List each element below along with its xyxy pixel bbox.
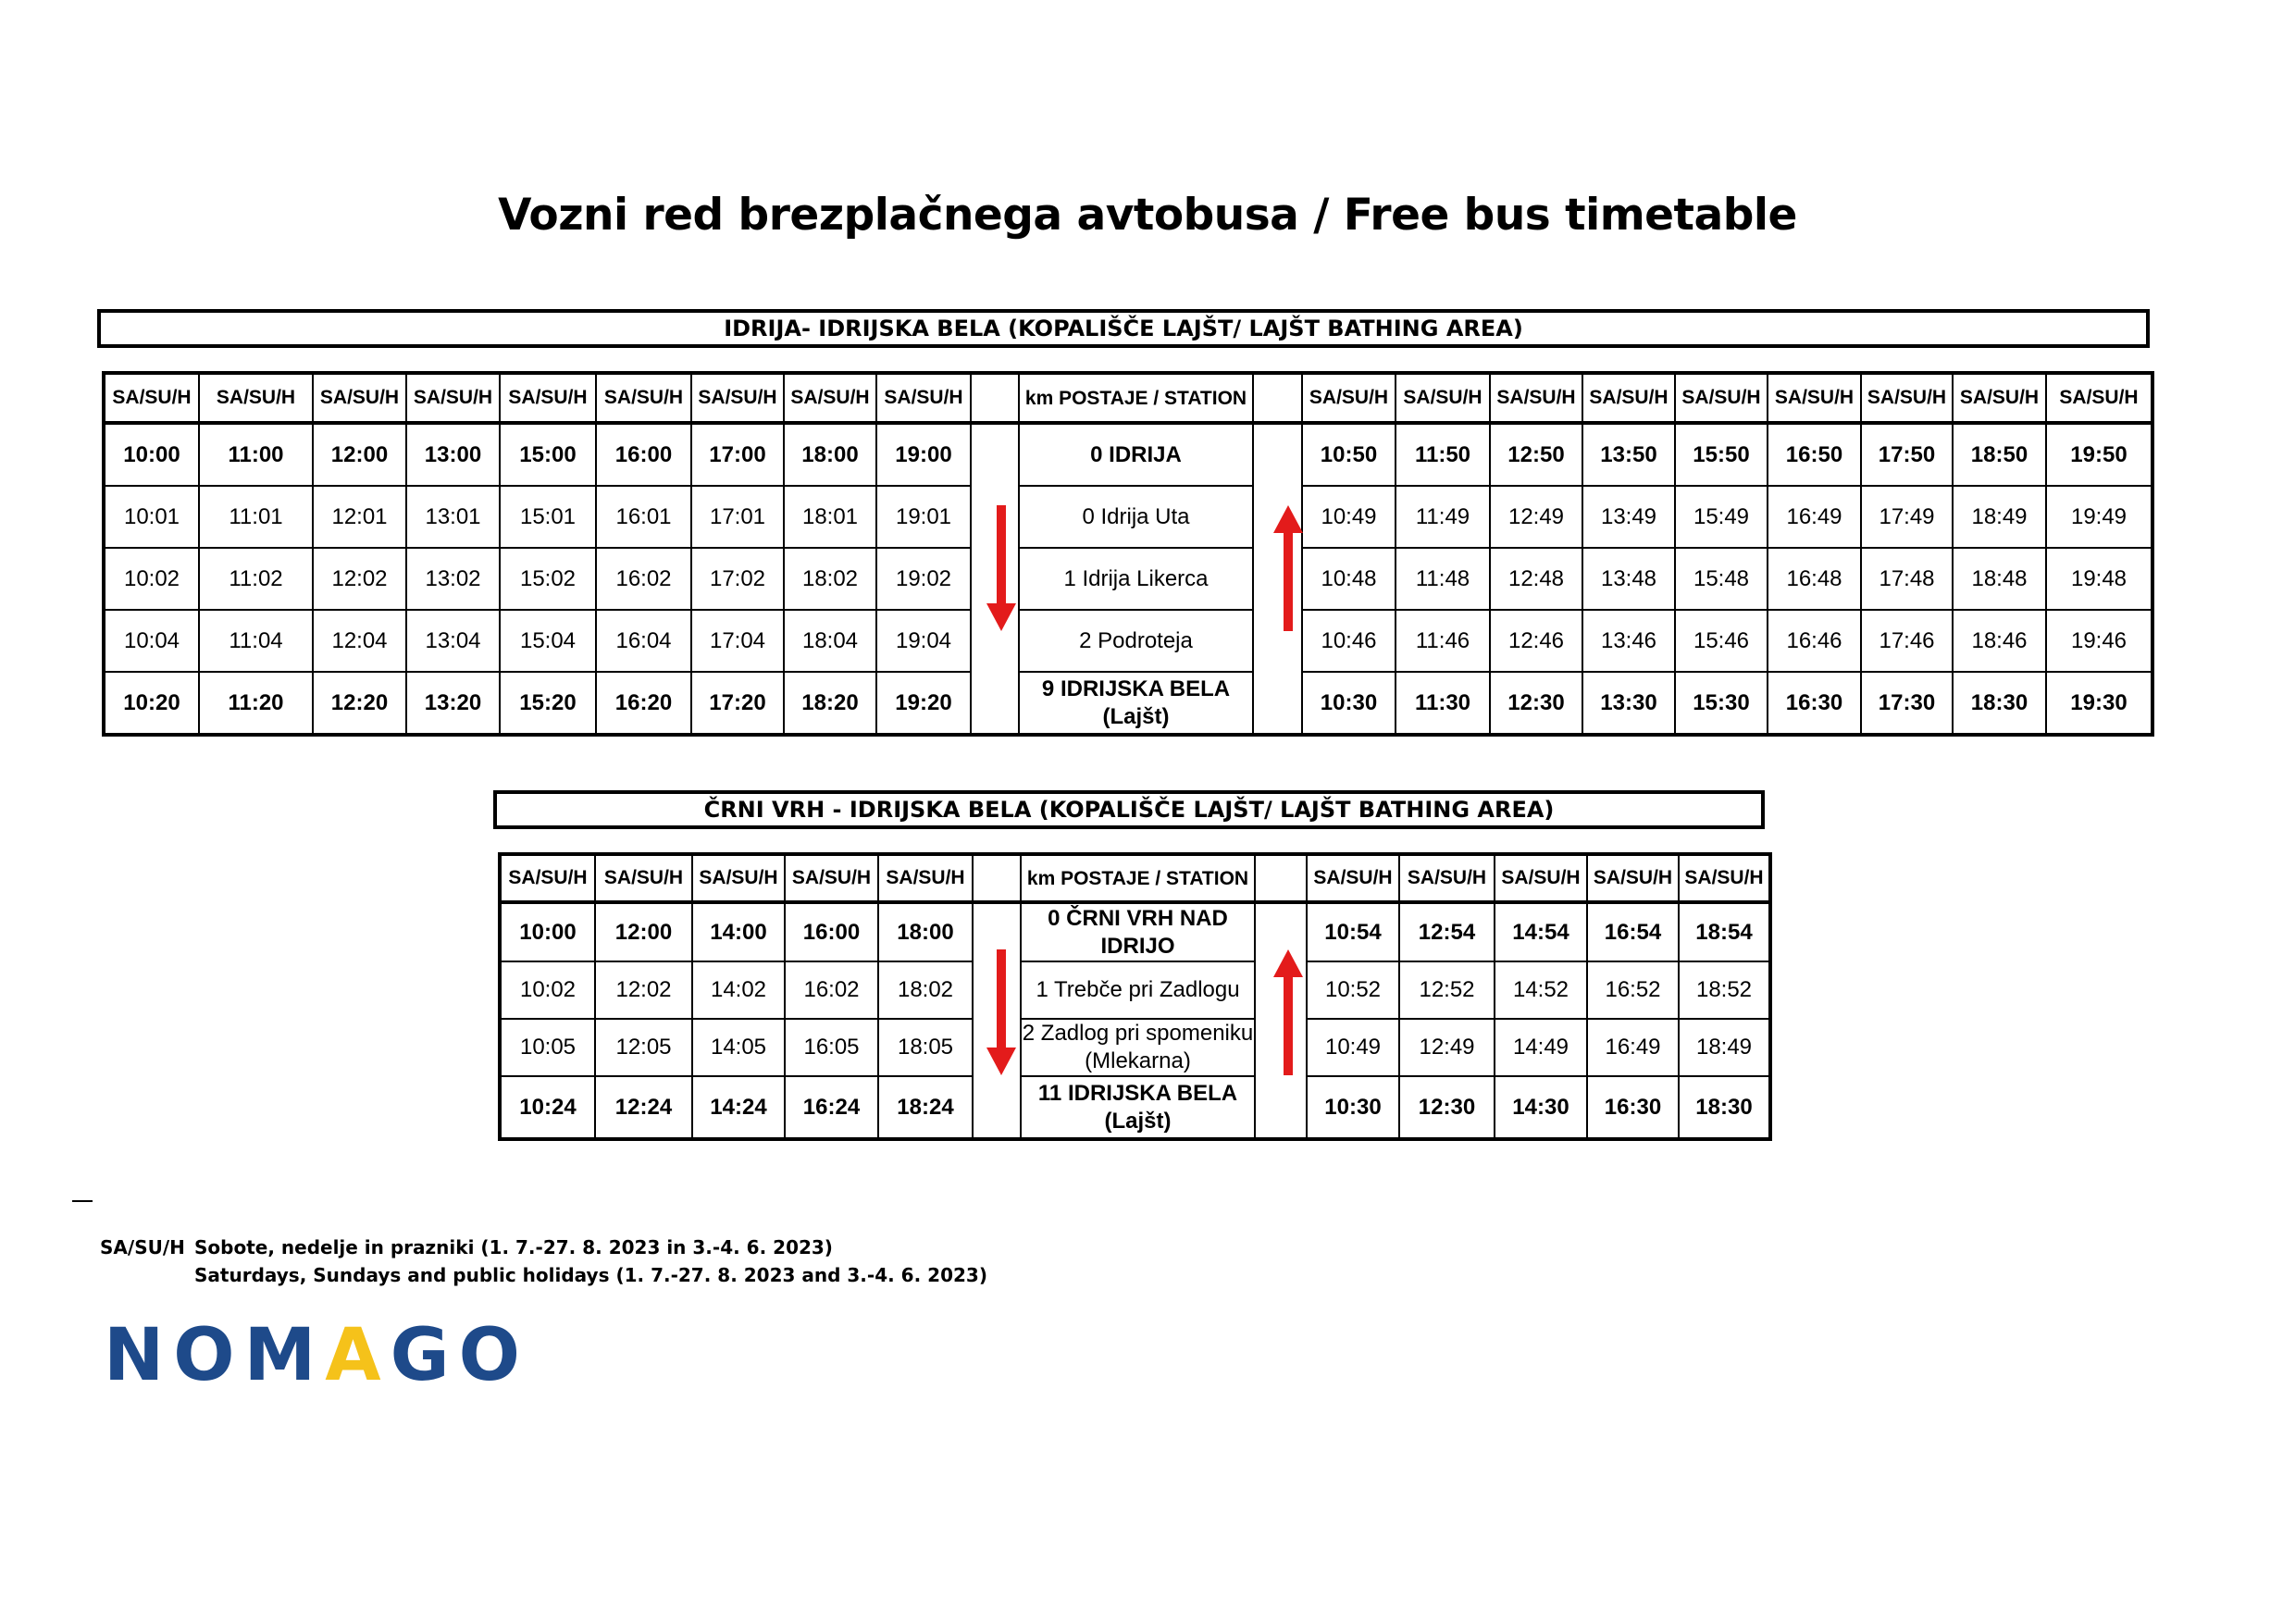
day-code-header: SA/SU/H bbox=[313, 373, 406, 423]
return-time: 16:48 bbox=[1768, 548, 1861, 610]
logo-part-a: A bbox=[325, 1314, 391, 1397]
departure-time: 12:02 bbox=[313, 548, 406, 610]
departure-time: 12:02 bbox=[595, 961, 692, 1019]
day-code-header: SA/SU/H bbox=[785, 854, 878, 902]
return-time: 10:46 bbox=[1302, 610, 1396, 672]
return-time: 11:50 bbox=[1396, 423, 1490, 486]
return-time: 11:46 bbox=[1396, 610, 1490, 672]
day-code-header: SA/SU/H bbox=[595, 854, 692, 902]
return-time: 12:30 bbox=[1490, 672, 1582, 735]
day-code-header: SA/SU/H bbox=[692, 854, 785, 902]
route1-timetable bbox=[102, 371, 2154, 737]
return-time: 14:49 bbox=[1495, 1019, 1587, 1076]
return-time: 14:30 bbox=[1495, 1076, 1587, 1139]
station-name: 1 Idrija Likerca bbox=[1019, 548, 1253, 610]
departure-time: 19:04 bbox=[876, 610, 971, 672]
return-time: 19:48 bbox=[2046, 548, 2152, 610]
departure-time: 16:05 bbox=[785, 1019, 878, 1076]
arrow-column-header bbox=[1255, 854, 1307, 902]
return-time: 17:50 bbox=[1861, 423, 1953, 486]
return-time: 18:52 bbox=[1679, 961, 1770, 1019]
return-time: 12:30 bbox=[1399, 1076, 1495, 1139]
departure-time: 16:00 bbox=[785, 902, 878, 961]
departure-time: 10:01 bbox=[104, 486, 199, 548]
departure-time: 15:04 bbox=[500, 610, 596, 672]
return-time: 12:52 bbox=[1399, 961, 1495, 1019]
divider-dash bbox=[72, 1200, 93, 1202]
route1-heading: IDRIJA- IDRIJSKA BELA (KOPALIŠČE LAJŠT/ LAJŠT BATHING AREA) bbox=[97, 309, 2150, 348]
return-time: 16:49 bbox=[1768, 486, 1861, 548]
return-time: 13:30 bbox=[1582, 672, 1675, 735]
day-code-header: SA/SU/H bbox=[876, 373, 971, 423]
departure-time: 15:01 bbox=[500, 486, 596, 548]
station-header: km POSTAJE / STATION bbox=[1021, 854, 1255, 902]
return-time: 18:30 bbox=[1679, 1076, 1770, 1139]
up-arrow-icon bbox=[1272, 949, 1305, 1075]
station-name: 2 Podroteja bbox=[1019, 610, 1253, 672]
logo-part-3: GO bbox=[390, 1314, 529, 1397]
day-code-header: SA/SU/H bbox=[1396, 373, 1490, 423]
departure-time: 10:24 bbox=[500, 1076, 595, 1139]
return-time: 16:52 bbox=[1587, 961, 1679, 1019]
departure-time: 12:24 bbox=[595, 1076, 692, 1139]
day-code-header: SA/SU/H bbox=[878, 854, 973, 902]
departure-time: 13:01 bbox=[406, 486, 500, 548]
departure-time: 12:05 bbox=[595, 1019, 692, 1076]
return-time: 15:30 bbox=[1675, 672, 1768, 735]
departure-time: 12:01 bbox=[313, 486, 406, 548]
departure-time: 11:04 bbox=[199, 610, 313, 672]
departure-time: 13:20 bbox=[406, 672, 500, 735]
departure-time: 12:04 bbox=[313, 610, 406, 672]
return-time: 17:48 bbox=[1861, 548, 1953, 610]
departure-time: 19:20 bbox=[876, 672, 971, 735]
departure-time: 10:02 bbox=[104, 548, 199, 610]
arrow-column-header bbox=[971, 373, 1019, 423]
return-time: 17:46 bbox=[1861, 610, 1953, 672]
return-time: 16:30 bbox=[1768, 672, 1861, 735]
return-time: 16:49 bbox=[1587, 1019, 1679, 1076]
station-name: 11 IDRIJSKA BELA (Lajšt) bbox=[1021, 1076, 1255, 1139]
station-name: 0 IDRIJA bbox=[1019, 423, 1253, 486]
day-code-header: SA/SU/H bbox=[406, 373, 500, 423]
departure-time: 18:24 bbox=[878, 1076, 973, 1139]
return-time: 19:49 bbox=[2046, 486, 2152, 548]
return-time: 10:48 bbox=[1302, 548, 1396, 610]
return-time: 12:50 bbox=[1490, 423, 1582, 486]
day-code-header: SA/SU/H bbox=[1582, 373, 1675, 423]
return-time: 12:49 bbox=[1490, 486, 1582, 548]
return-time: 12:54 bbox=[1399, 902, 1495, 961]
day-code-header: SA/SU/H bbox=[500, 854, 595, 902]
down-arrow-icon bbox=[985, 949, 1018, 1075]
departure-time: 11:02 bbox=[199, 548, 313, 610]
station-name: 0 Idrija Uta bbox=[1019, 486, 1253, 548]
departure-time: 10:20 bbox=[104, 672, 199, 735]
departure-time: 13:04 bbox=[406, 610, 500, 672]
return-time: 10:49 bbox=[1307, 1019, 1399, 1076]
arrow-column-header bbox=[1253, 373, 1302, 423]
return-time: 18:30 bbox=[1953, 672, 2046, 735]
day-code-header: SA/SU/H bbox=[1495, 854, 1587, 902]
day-code-header: SA/SU/H bbox=[1768, 373, 1861, 423]
departure-time: 16:04 bbox=[596, 610, 691, 672]
arrow-column-header bbox=[973, 854, 1021, 902]
departure-time: 17:20 bbox=[691, 672, 784, 735]
return-time: 18:49 bbox=[1953, 486, 2046, 548]
return-time: 15:50 bbox=[1675, 423, 1768, 486]
day-code-header: SA/SU/H bbox=[1490, 373, 1582, 423]
return-time: 12:48 bbox=[1490, 548, 1582, 610]
station-name: 2 Zadlog pri spomeniku (Mlekarna) bbox=[1021, 1019, 1255, 1076]
departure-time: 14:02 bbox=[692, 961, 785, 1019]
departure-time: 16:02 bbox=[596, 548, 691, 610]
day-code-header: SA/SU/H bbox=[2046, 373, 2152, 423]
return-time: 11:48 bbox=[1396, 548, 1490, 610]
departure-time: 10:02 bbox=[500, 961, 595, 1019]
departure-time: 13:02 bbox=[406, 548, 500, 610]
departure-time: 18:02 bbox=[878, 961, 973, 1019]
return-time: 13:49 bbox=[1582, 486, 1675, 548]
day-code-header: SA/SU/H bbox=[784, 373, 876, 423]
day-code-header: SA/SU/H bbox=[1861, 373, 1953, 423]
day-code-header: SA/SU/H bbox=[596, 373, 691, 423]
return-time: 11:49 bbox=[1396, 486, 1490, 548]
return-time: 10:52 bbox=[1307, 961, 1399, 1019]
departure-time: 14:00 bbox=[692, 902, 785, 961]
day-code-header: SA/SU/H bbox=[1675, 373, 1768, 423]
nomago-logo bbox=[104, 1314, 529, 1397]
departure-time: 14:05 bbox=[692, 1019, 785, 1076]
day-code-header: SA/SU/H bbox=[199, 373, 313, 423]
return-time: 18:49 bbox=[1679, 1019, 1770, 1076]
footnote-line1: Sobote, nedelje in prazniki (1. 7.-27. 8. 2023 in 3.-4. 6. 2023) bbox=[194, 1236, 833, 1258]
departure-time: 10:00 bbox=[500, 902, 595, 961]
return-time: 15:48 bbox=[1675, 548, 1768, 610]
return-time: 18:48 bbox=[1953, 548, 2046, 610]
down-arrow-icon bbox=[985, 505, 1018, 631]
return-time: 19:50 bbox=[2046, 423, 2152, 486]
departure-time: 16:01 bbox=[596, 486, 691, 548]
departure-time: 11:00 bbox=[199, 423, 313, 486]
return-time: 19:30 bbox=[2046, 672, 2152, 735]
day-code-header: SA/SU/H bbox=[1679, 854, 1770, 902]
day-code-header: SA/SU/H bbox=[1302, 373, 1396, 423]
return-time: 17:49 bbox=[1861, 486, 1953, 548]
return-time: 12:46 bbox=[1490, 610, 1582, 672]
departure-time: 19:02 bbox=[876, 548, 971, 610]
departure-time: 16:24 bbox=[785, 1076, 878, 1139]
return-time: 11:30 bbox=[1396, 672, 1490, 735]
station-header: km POSTAJE / STATION bbox=[1019, 373, 1253, 423]
return-time: 16:50 bbox=[1768, 423, 1861, 486]
return-time: 16:46 bbox=[1768, 610, 1861, 672]
route2-heading: ČRNI VRH - IDRIJSKA BELA (KOPALIŠČE LAJŠT/ LAJŠT BATHING AREA) bbox=[493, 790, 1765, 829]
departure-time: 16:20 bbox=[596, 672, 691, 735]
departure-time: 19:00 bbox=[876, 423, 971, 486]
departure-time: 12:00 bbox=[313, 423, 406, 486]
return-time: 10:30 bbox=[1302, 672, 1396, 735]
return-time: 18:54 bbox=[1679, 902, 1770, 961]
up-arrow-icon bbox=[1272, 505, 1305, 631]
page-title: Vozni red brezplačnega avtobusa / Free bus timetable bbox=[498, 190, 1797, 241]
return-time: 10:49 bbox=[1302, 486, 1396, 548]
departure-time: 18:04 bbox=[784, 610, 876, 672]
departure-time: 18:00 bbox=[784, 423, 876, 486]
return-time: 13:48 bbox=[1582, 548, 1675, 610]
return-time: 16:54 bbox=[1587, 902, 1679, 961]
departure-time: 15:00 bbox=[500, 423, 596, 486]
station-name: 1 Trebče pri Zadlogu bbox=[1021, 961, 1255, 1019]
return-time: 15:46 bbox=[1675, 610, 1768, 672]
day-code-header: SA/SU/H bbox=[1307, 854, 1399, 902]
departure-time: 10:05 bbox=[500, 1019, 595, 1076]
footnote-line2: Saturdays, Sundays and public holidays (1. 7.-27. 8. 2023 and 3.-4. 6. 2023) bbox=[194, 1264, 987, 1286]
return-time: 14:52 bbox=[1495, 961, 1587, 1019]
day-code-header: SA/SU/H bbox=[691, 373, 784, 423]
departure-time: 18:05 bbox=[878, 1019, 973, 1076]
return-time: 17:30 bbox=[1861, 672, 1953, 735]
return-time: 16:30 bbox=[1587, 1076, 1679, 1139]
departure-time: 19:01 bbox=[876, 486, 971, 548]
departure-time: 18:02 bbox=[784, 548, 876, 610]
departure-time: 13:00 bbox=[406, 423, 500, 486]
departure-time: 11:01 bbox=[199, 486, 313, 548]
return-time: 15:49 bbox=[1675, 486, 1768, 548]
departure-time: 15:02 bbox=[500, 548, 596, 610]
return-time: 19:46 bbox=[2046, 610, 2152, 672]
departure-time: 17:00 bbox=[691, 423, 784, 486]
departure-time: 14:24 bbox=[692, 1076, 785, 1139]
departure-time: 17:04 bbox=[691, 610, 784, 672]
return-time: 13:46 bbox=[1582, 610, 1675, 672]
station-name: 0 ČRNI VRH NAD IDRIJO bbox=[1021, 902, 1255, 961]
route2-timetable bbox=[498, 852, 1772, 1141]
departure-time: 12:00 bbox=[595, 902, 692, 961]
day-code-header: SA/SU/H bbox=[1953, 373, 2046, 423]
departure-time: 18:01 bbox=[784, 486, 876, 548]
return-time: 18:50 bbox=[1953, 423, 2046, 486]
day-code-header: SA/SU/H bbox=[1399, 854, 1495, 902]
departure-time: 10:00 bbox=[104, 423, 199, 486]
departure-time: 10:04 bbox=[104, 610, 199, 672]
departure-time: 17:02 bbox=[691, 548, 784, 610]
station-name: 9 IDRIJSKA BELA (Lajšt) bbox=[1019, 672, 1253, 735]
return-time: 10:54 bbox=[1307, 902, 1399, 961]
departure-time: 16:02 bbox=[785, 961, 878, 1019]
departure-time: 12:20 bbox=[313, 672, 406, 735]
departure-time: 18:20 bbox=[784, 672, 876, 735]
footnote-code: SA/SU/H bbox=[100, 1236, 185, 1258]
day-code-header: SA/SU/H bbox=[500, 373, 596, 423]
departure-time: 18:00 bbox=[878, 902, 973, 961]
return-time: 14:54 bbox=[1495, 902, 1587, 961]
day-code-header: SA/SU/H bbox=[1587, 854, 1679, 902]
return-time: 10:50 bbox=[1302, 423, 1396, 486]
departure-time: 11:20 bbox=[199, 672, 313, 735]
logo-part-1: NOM bbox=[104, 1314, 326, 1397]
return-time: 10:30 bbox=[1307, 1076, 1399, 1139]
return-time: 12:49 bbox=[1399, 1019, 1495, 1076]
return-time: 18:46 bbox=[1953, 610, 2046, 672]
departure-time: 17:01 bbox=[691, 486, 784, 548]
day-code-header: SA/SU/H bbox=[104, 373, 199, 423]
departure-time: 15:20 bbox=[500, 672, 596, 735]
departure-time: 16:00 bbox=[596, 423, 691, 486]
return-time: 13:50 bbox=[1582, 423, 1675, 486]
